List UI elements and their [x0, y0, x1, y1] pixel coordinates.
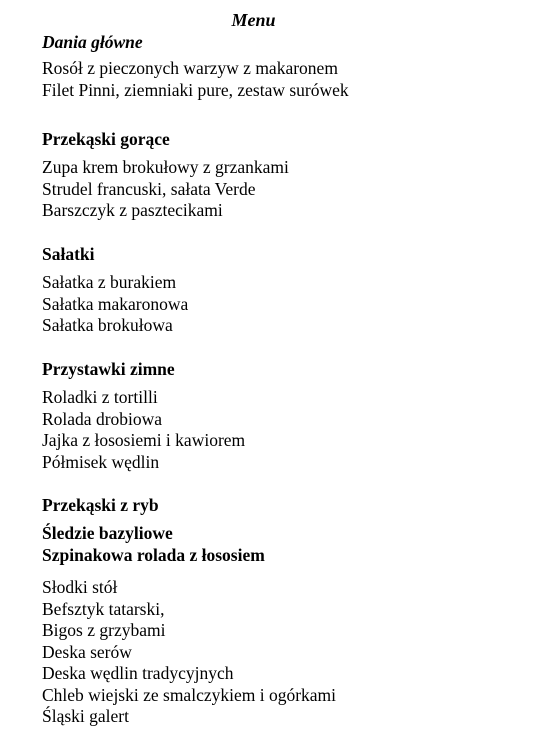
- list-item: Sałatka z burakiem: [42, 272, 177, 292]
- section-heading: Przekąski z ryb: [42, 495, 159, 515]
- list-item: Barszczyk z pasztecikami: [42, 200, 223, 220]
- list-item: Jajka z łososiemi i kawiorem: [42, 430, 246, 450]
- list-item: Śląski galert: [42, 706, 129, 726]
- list-item: Słodki stół: [42, 577, 118, 597]
- list-item: Półmisek wędlin: [42, 451, 160, 472]
- section-items: [42, 58, 349, 101]
- section-dania-glowne: [42, 32, 349, 101]
- list-item: Sałatka brokułowa: [42, 315, 173, 335]
- list-item: Rolada drobiowa: [42, 408, 163, 429]
- list-item: Rosół z pieczonych warzyw z makaronem: [42, 58, 338, 78]
- section-items: [42, 523, 265, 566]
- section-slodki-stol: [42, 577, 336, 728]
- section-items: [42, 272, 188, 337]
- list-item: Chleb wiejski ze smalczykiem i ogórkami: [42, 684, 337, 705]
- section-heading: Sałatki: [42, 244, 95, 264]
- section-items: [42, 157, 289, 222]
- list-item: Śledzie bazyliowe: [42, 523, 173, 543]
- list-item: Filet Pinni, ziemniaki pure, zestaw surówek: [42, 79, 349, 100]
- list-item: Deska wędlin tradycyjnych: [42, 663, 234, 683]
- section-salatki: [42, 244, 188, 337]
- section-heading: Przystawki zimne: [42, 359, 175, 379]
- section-przekaski-z-ryb: [42, 495, 265, 566]
- list-item: Sałatka makaronowa: [42, 293, 189, 314]
- list-item: Bigos z grzybami: [42, 620, 166, 640]
- list-item: Zupa krem brokułowy z grzankami: [42, 157, 289, 177]
- section-heading: Dania główne: [42, 32, 143, 52]
- section-items: [42, 387, 245, 473]
- section-przekaski-gorace: [42, 129, 289, 222]
- section-heading: Przekąski gorące: [42, 129, 170, 149]
- list-item: Deska serów: [42, 641, 132, 662]
- list-item: Strudel francuski, sałata Verde: [42, 178, 256, 199]
- list-item: Szpinakowa rolada z łososiem: [42, 544, 265, 565]
- section-items: [42, 577, 336, 728]
- list-item: Befsztyk tatarski,: [42, 598, 165, 619]
- page-title: Menu: [231, 10, 276, 30]
- list-item: Roladki z tortilli: [42, 387, 158, 407]
- section-przystawki-zimne: [42, 359, 245, 473]
